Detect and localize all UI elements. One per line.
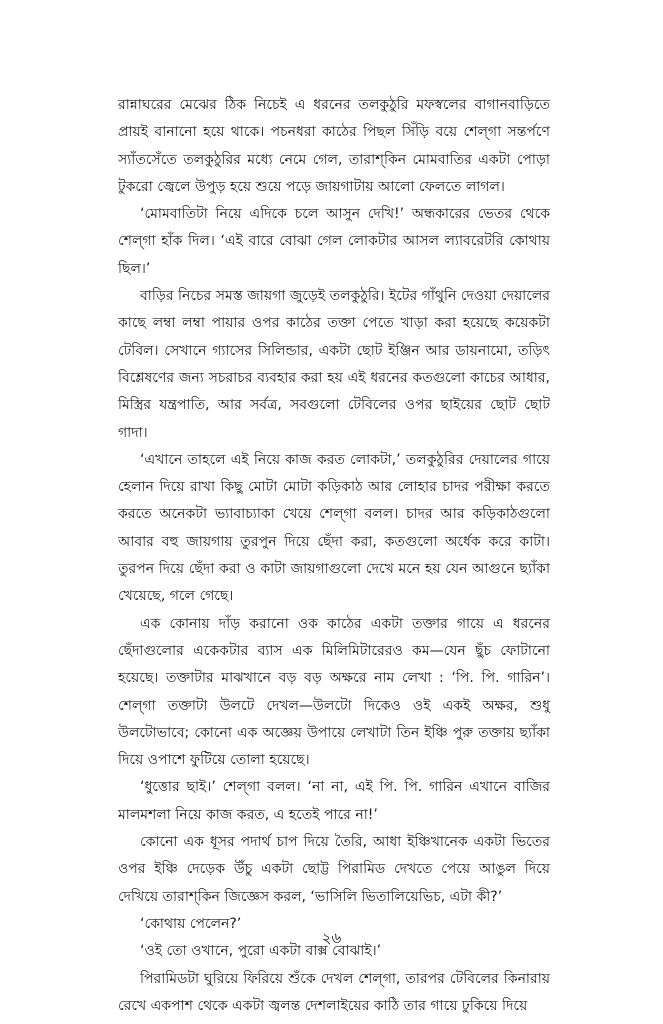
paragraph-6: ‘ধুত্তোর ছাই।’ শেল্‌গা বলল। ‘না না, এই পি. পি. গারিন এখানে বাজির মালমশলা নিয়ে কাজ করত, এ হতেই পারে না!’ [118,779,550,823]
body-text [118,92,550,1020]
paragraph-10: পিরামিডটা ঘুরিয়ে ফিরিয়ে শুঁকে দেখল শেল্‌গা, তারপর টেবিলের কিনারায় রেখে একপাশ থেকে একটা জ্বলন্ত দেশলাইয়ের কাঠি তার গায়ে ঢুকিয়ে দিয়ে [118,970,550,1014]
paragraph-7: কোনো এক ধূসর পদার্থ চাপ দিয়ে তৈরি, আধা ইঞ্চিখানেক একটা ভিতের ওপর ইঞ্চি দেড়েক উঁচু একটা ছোট্ট পিরামিড দেখতে পেয়ে আঙুল দিয়ে দেখিয়ে তারাশ্‌কিন জিজ্ঞেস করল, ‘ভাসিলি ভিতালিয়েভিচ, এটা কী?’ [118,834,550,905]
paragraph-1: রান্নাঘরের মেঝের ঠিক নিচেই এ ধরনের তলকুঠুরি মফস্বলের বাগানবাড়িতে প্রায়ই বানানো হয়ে থাকে। পচনধরা কাঠের পিছল সিঁড়ি বয়ে শেল্‌গা সন্তর্পণে স্যাঁতসেঁতে তলকুঠুরির মধ্যে নেমে গেল, তারাশ্‌কিন মোমবাতির একটা পোড়া টুকরো জ্বেলে উপুড় হয়ে শুয়ে পড়ে জায়গাটায় আলো ফেলতে লাগল। [118,97,550,195]
paragraph-4: ‘এখানে তাহলে এই নিয়ে কাজ করত লোকটা,’ তলকুঠুরির দেয়ালের গায়ে হেলান দিয়ে রাখা কিছু মোটা মোটা কড়িকাঠ আর লোহার চাদর পরীক্ষা করতে করতে অনেকটা ভ্যাবাচ্যাকা খেয়ে শেল্‌গা বলল। চাদর আর কড়িকাঠগুলো আবার বহু জায়গায় তুরপুন দিয়ে ছেঁদা করা, কতগুলো অর্ধেক করে কাটা। তুরপন দিয়ে ছেঁদা করা ও কাটা জায়গাগুলো দেখে মনে হয় যেন আগুনে ছ্যাঁকা খেয়েছে, গলে গেছে। [118,451,550,605]
paragraph-5: এক কোনায় দাঁড় করানো ওক কাঠের একটা তক্তার গায়ে এ ধরনের ছেঁদাগুলোর একেকটার ব্যাস এক মিলিমিটারেরও কম—যেন ছুঁচ ফোটানো হয়েছে। তক্তাটার মাঝখানে বড় বড় অক্ষরে নাম লেখা : ‘পি. পি. গারিন’। শেল্‌গা তক্তাটা উলটে দেখল—উলটো দিকেও ওই একই অক্ষর, শুধু উলটোভাবে; কোনো এক অজ্ঞেয় উপায়ে লেখাটা তিন ইঞ্চি পুরু তক্তায় ছ্যাঁকা দিয়ে ওপাশে ফুটিয়ে তোলা হয়েছে। [118,615,550,769]
page-number: ২৬ [321,929,342,947]
paragraph-9: ‘ওই তো ওখানে, পুরো একটা বাক্স বোঝাই।’ [140,943,382,960]
paragraph-3: বাড়ির নিচের সমস্ত জায়গা জুড়েই তলকুঠুরি। ইটের গাঁথুনি দেওয়া দেয়ালের কাছে লম্বা লম্বা পায়ার ওপর কাঠের তক্তা পেতে খাড়া করা হয়েছে কয়েকটা টেবিল। সেখানে গ্যাসের সিলিন্ডার, একটা ছোট ইঞ্জিন আর ডায়নামো, তড়িৎ বিশ্লেষণের জন্য সচরাচর ব্যবহার করা হয় এই ধরনের কতগুলো কাচের আধার, মিস্ত্রির যন্ত্রপাতি, আর সর্বত্র, সবগুলো টেবিলের ওপর ছাইয়ের ছোট ছোট গাদা। [118,288,551,441]
paragraph-8: ‘কোথায় পেলেন?’ [140,915,242,932]
paragraph-2: ‘মোমবাতিটা নিয়ে এদিকে চলে আসুন দেখি!’ অন্ধকারের ভেতর থেকে শেল্‌গা হাঁক দিল। ‘এই বারে বোঝা গেল লোকটার আসল ল্যাবরেটরি কোথায় ছিল।’ [118,206,550,277]
